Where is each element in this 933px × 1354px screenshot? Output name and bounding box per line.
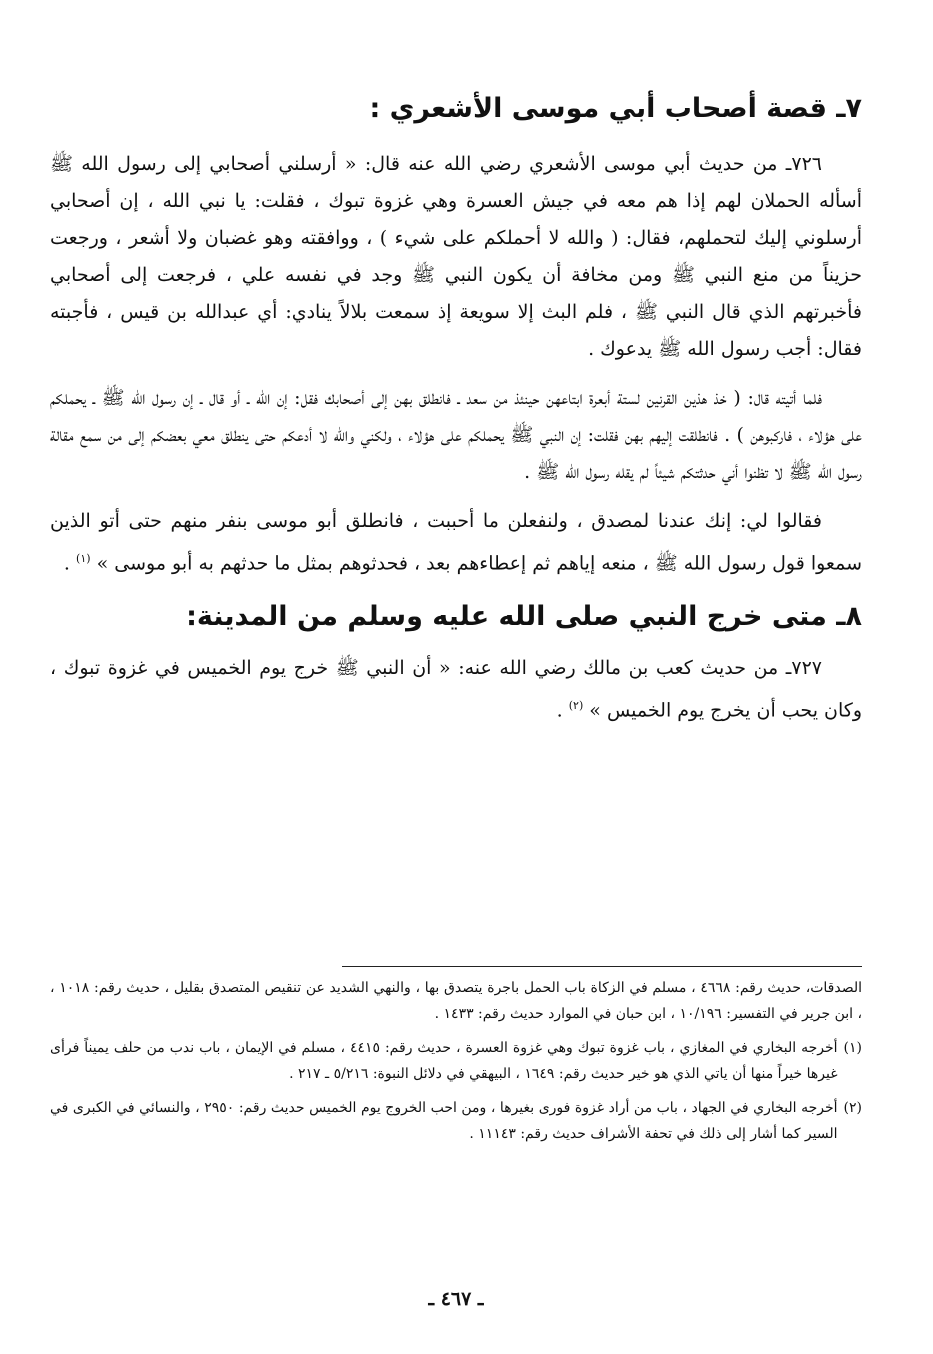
footnote-continuation-text: الصدقات، حديث رقم: ٤٦٦٨ ، مسلم في الزكاة باب الحمل باجرة يتصدق بها ، والنهي الشديد عن تنقيص المتصدق بقليل ، حديث رقم: ١٠١٨ ، ، ابن جرير في التفسير: ١٠/١٩٦ ، ابن حبان في الموارد حديث رقم: ١٤٣٣ . (50, 980, 862, 1022)
hadith-726-text-2: فلما أتيته قال: ( خذ هذين القرنين لستة أبعرة ابتاعهن حينئذ من سعد ـ فانطلق بهن إلى أصحابك فقل: إن الله ـ أو قال ـ إن رسول الله ﷺ ـ يحملكم على هؤلاء ، فاركبوهن ) . فانطلقت إليهم بهن فقلت: إن النبي ﷺ يحملكم على هؤلاء ، ولكني والله لا أدعكم حتى ينطلق معي بعضكم إلى من سمع مقالة رسول الله ﷺ لا تظنوا أني حدثتكم شيئاً لم يقله رسول الله ﷺ . (50, 387, 862, 483)
hadith-726-paragraph-2 (50, 380, 862, 491)
section-heading-7: ٧ـ قصة أصحاب أبي موسى الأشعري : (369, 93, 862, 124)
footnote-separator (342, 966, 862, 967)
footnote-2-number: (٢) (843, 1100, 862, 1116)
page-number: ـ ٤٦٧ ـ (428, 1288, 484, 1310)
hadith-726-paragraph-1 (50, 146, 862, 368)
hadith-727-text-wrap (50, 650, 862, 729)
footnote-2 (50, 1095, 862, 1147)
footnotes-area (50, 966, 862, 1155)
footnote-2-text: أخرجه البخاري في الجهاد ، باب من أراد غزوة فورى بغيرها ، ومن احب الخروج يوم الخميس حديث رقم: ٢٩٥٠ ، والنسائي في الكبرى في السير كما أشار إلى ذلك في تحفة الأشراف حديث رقم: ١١١٤٣ . (50, 1100, 838, 1142)
footnote-ref-1[interactable]: (١) (76, 552, 91, 565)
hadith-726-text-3-end: . (63, 552, 70, 575)
footnote-1-number: (١) (843, 1040, 862, 1056)
hadith-727-text: ٧٢٧ـ من حديث كعب بن مالك رضي الله عنه: « أن النبي ﷺ خرج يوم الخميس في غزوة تبوك ، وكان يحب أن يخرج يوم الخميس » (50, 657, 862, 722)
footnote-ref-2[interactable]: (٢) (568, 699, 584, 713)
hadith-726-text-1: ٧٢٦ـ من حديث أبي موسى الأشعري رضي الله عنه قال: « أرسلني أصحابي إلى رسول الله ﷺ أسأله الحملان لهم إذا هم معه في جيش العسرة وهي غزوة تبوك ، فقلت: يا نبي الله ، إن أصحابي أرسلوني إليك لتحملهم، فقال: ( والله لا أحملكم على شيء ) ، ووافقته وهو غضبان ولا أشعر ، ورجعت حزيناً من منع النبي ﷺ ومن مخافة أن يكون النبي ﷺ وجد في نفسه علي ، فرجعت إلى أصحابي فأخبرتهم الذي قال النبي ﷺ ، فلم البث إلا سويعة إذ سمعت بلالاً ينادي: أي عبدالله بن قيس ، فأجبته فقال: أجب رسول الله ﷺ يدعوك . (50, 153, 862, 360)
section-heading-8: ٨ـ متى خرج النبي صلى الله عليه وسلم من المدينة: (186, 601, 862, 633)
footnote-continuation (50, 975, 862, 1027)
footnote-1-text: أخرجه البخاري في المغازي ، باب غزوة تبوك وهي غزوة العسرة ، حديث رقم: ٤٤١٥ ، مسلم في الإيمان ، باب ندب من حلف يميناً فرأى غيرها خيراً منها أن ياتي الذي هو خير حديث رقم: ١٦٤٩ ، البيهقي في دلائل النبوة: ٥/٢١٦ ـ ٢١٧ . (50, 1040, 838, 1082)
book-page (50, 78, 862, 1328)
hadith-727-text-end: . (556, 699, 563, 722)
hadith-726-text-3-wrap (50, 503, 862, 582)
footnote-1 (50, 1035, 862, 1087)
hadith-726-text-3: فقالوا لي: إنك عندنا لمصدق ، ولنفعلن ما أحببت ، فانطلق أبو موسى بنفر منهم حتى أتو الذين سمعوا قول رسول الله ﷺ ، منعه إياهم ثم إعطاءهم بعد ، فحدثوهم بمثل ما حدثهم به أبو موسى » (50, 510, 862, 575)
hadith-726-paragraph-3 (50, 503, 862, 582)
hadith-727-paragraph (50, 650, 862, 729)
